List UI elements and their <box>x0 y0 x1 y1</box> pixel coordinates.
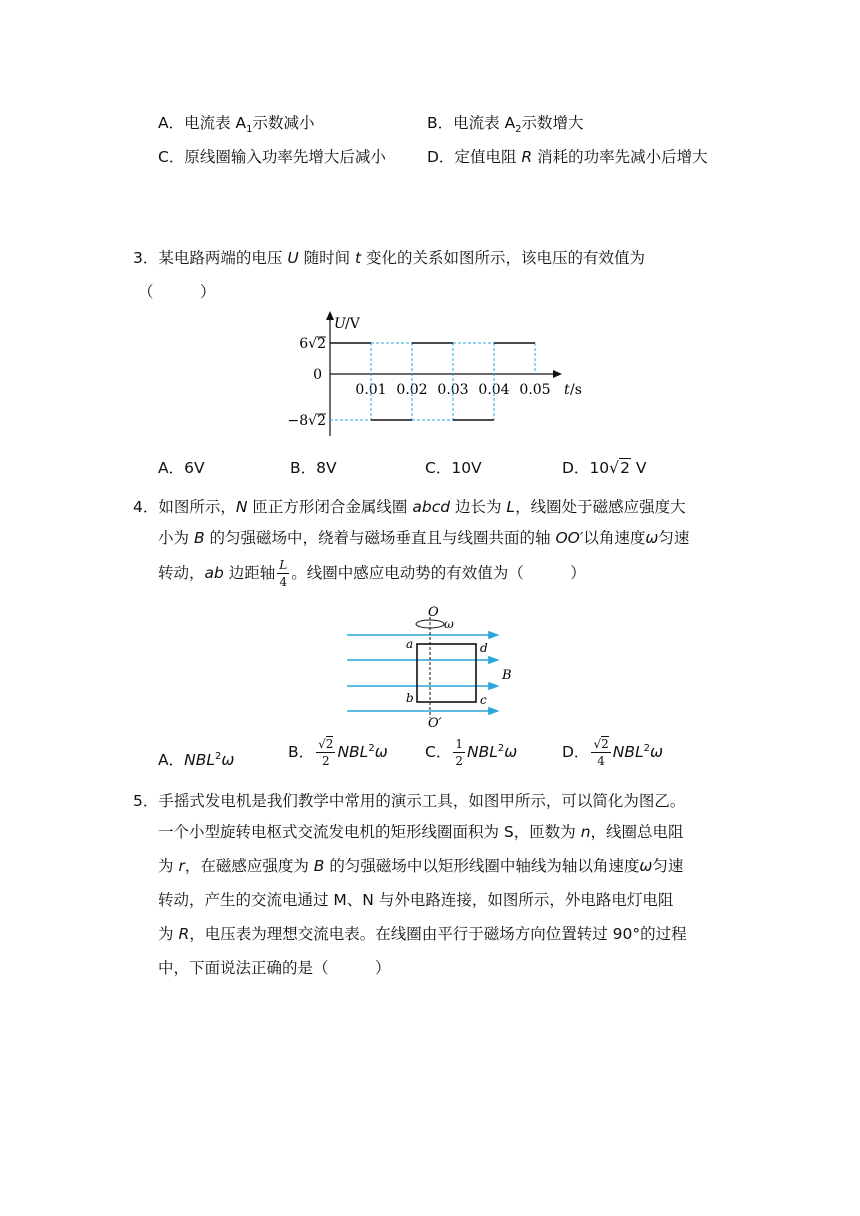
numerator: √2 <box>593 737 609 751</box>
variable: abcd <box>412 498 451 516</box>
option-text: 8V <box>316 459 337 477</box>
option-text: 消耗的功率先减小后增大 <box>532 148 708 166</box>
option-text: 示数增大 <box>521 114 584 132</box>
fraction <box>591 738 610 767</box>
expression: NBL <box>612 743 644 761</box>
expression: NBL <box>466 743 498 761</box>
q5-line-1 <box>133 789 685 811</box>
option-text: 原线圈输入功率先增大后减小 <box>184 148 386 166</box>
axis-label-o-prime: O′ <box>428 716 442 728</box>
y-axis-unit: /V <box>345 316 360 332</box>
question-number: 3． <box>133 249 159 267</box>
variable: U <box>287 249 299 267</box>
option-letter: D． <box>562 459 590 477</box>
radicand: 2 <box>620 459 630 477</box>
option-text: 示数减小 <box>252 114 315 132</box>
stem-text: 边距轴 <box>223 564 276 582</box>
stem-text: 转动， <box>158 564 205 582</box>
variable: ω <box>645 529 659 547</box>
q3-option-c[interactable] <box>425 456 482 478</box>
stem-text: 的匀强磁场中，绕着与磁场垂直且与线圈共面的轴 <box>204 529 556 547</box>
variable: ω <box>504 743 518 761</box>
option-letter: B． <box>427 114 454 132</box>
q4-line-1 <box>133 495 686 517</box>
x-tick-label: 0.01 <box>355 382 387 398</box>
superscript: 2 <box>643 742 650 754</box>
question-number: 5． <box>133 792 159 810</box>
omega-label: ω <box>444 617 454 631</box>
q3-option-b[interactable] <box>290 456 337 478</box>
radicand: 2 <box>325 737 334 751</box>
radicand: 2 <box>601 737 609 751</box>
unit: V <box>630 459 647 477</box>
variable: r <box>178 857 185 875</box>
stem-text: 某电路两端的电压 <box>158 249 288 267</box>
superscript: 2 <box>214 750 222 762</box>
variable: OO′ <box>555 529 584 547</box>
x-axis-arrow-icon <box>553 370 562 378</box>
q4-option-b[interactable] <box>288 738 388 767</box>
variable: L <box>506 498 516 516</box>
x-axis-variable: t <box>564 382 570 398</box>
option-letter: A． <box>158 459 185 477</box>
denominator: 4 <box>597 754 605 768</box>
variable: B <box>313 857 325 875</box>
square-coil <box>417 644 476 702</box>
stem-text: ，在磁感应强度为 <box>184 857 314 875</box>
denominator: 2 <box>455 754 463 768</box>
voltage-time-chart <box>270 308 600 443</box>
option-text: 定值电阻 <box>454 148 522 166</box>
numerator: L <box>279 558 288 572</box>
q3-option-d[interactable] <box>562 456 646 478</box>
q4-line-2 <box>158 527 689 549</box>
answer-bracket: （ ） <box>138 283 216 301</box>
option-text: 10V <box>451 459 482 477</box>
denominator: 4 <box>279 575 288 589</box>
y-tick-label-low: −8√2 <box>287 413 326 429</box>
x-axis-unit: /s <box>570 382 582 398</box>
stem-text: 匀速 <box>658 529 690 547</box>
fraction <box>316 738 335 767</box>
chart-layer <box>288 311 582 436</box>
numerator: 1 <box>455 737 463 751</box>
q4-option-d[interactable] <box>562 738 663 767</box>
option-letter: D． <box>427 148 455 166</box>
stem-text: 以角速度 <box>583 529 646 547</box>
fraction <box>277 559 289 588</box>
option-letter: A． <box>158 114 185 132</box>
q2-option-b[interactable] <box>427 111 584 136</box>
q4-option-c[interactable] <box>425 738 517 767</box>
vertex-label-d: d <box>480 641 488 655</box>
axis-label-o: O <box>428 605 439 620</box>
stem-text: 如图所示， <box>158 498 236 516</box>
stem-text: ，线圈处于磁感应强度大 <box>515 498 686 516</box>
x-tick-label: 0.03 <box>437 382 469 398</box>
origin-label: 0 <box>313 367 322 383</box>
q2-option-a[interactable] <box>158 111 315 136</box>
stem-text: 随时间 <box>298 249 356 267</box>
stem-text: 为 <box>158 925 179 943</box>
stem-text: 转动，产生的交流电通过 M、N 与外电路连接，如图所示，外电路电灯电阻 <box>158 891 674 909</box>
option-letter: C． <box>158 148 185 166</box>
q5-line-6 <box>158 957 391 979</box>
q5-line-5 <box>158 923 687 945</box>
stem-text: 的匀强磁场中以矩形线圈中轴线为轴以角速度 <box>324 857 640 875</box>
stem-text: ，线圈总电阻 <box>590 823 684 841</box>
variable: B <box>193 529 205 547</box>
variable: ab <box>204 564 224 582</box>
superscript: 2 <box>368 742 375 754</box>
option-letter: B． <box>290 459 317 477</box>
variable: N <box>235 498 248 516</box>
q2-option-d[interactable] <box>427 145 708 167</box>
option-text: 电流表 A <box>453 114 516 132</box>
y-tick-label-high: 6√2 <box>299 336 326 352</box>
sqrt: √2 <box>609 459 630 477</box>
stem-text: 小为 <box>158 529 194 547</box>
subscript: 1 <box>246 124 253 136</box>
question-number: 4． <box>133 498 159 516</box>
numerator: √2 <box>318 737 334 751</box>
x-tick-label: 0.02 <box>396 382 428 398</box>
vertex-label-a: a <box>406 637 414 651</box>
option-text: 10 <box>589 459 610 477</box>
denominator: 2 <box>321 754 330 768</box>
stem-text: 变化的关系如图所示，该电压的有效值为 <box>361 249 646 267</box>
x-tick-label: 0.05 <box>519 382 551 398</box>
option-letter: A． <box>158 751 185 769</box>
fraction <box>453 738 465 767</box>
variable: ω <box>639 857 653 875</box>
q4-line-3 <box>158 559 586 588</box>
superscript: 2 <box>497 742 505 754</box>
coil-in-field-figure <box>340 603 530 728</box>
q5-line-4 <box>158 889 673 911</box>
expression: NBL <box>184 751 215 769</box>
variable: ω <box>649 743 663 761</box>
option-text: 电流表 A <box>184 114 247 132</box>
variable: ω <box>374 743 388 761</box>
field-label-b: B <box>502 668 512 683</box>
option-text: 6V <box>184 459 205 477</box>
subscript: 2 <box>515 124 522 136</box>
x-tick-label: 0.04 <box>478 382 510 398</box>
q3-stem <box>133 246 645 268</box>
stem-text: 手摇式发电机是我们教学中常用的演示工具，如图甲所示，可以简化为图乙。 <box>158 792 686 810</box>
stem-text: 为 <box>158 857 179 875</box>
q3-option-a[interactable] <box>158 456 205 478</box>
variable: t <box>355 249 362 267</box>
stem-text: 一个小型旋转电枢式交流发电机的矩形线圈面积为 S，匝数为 <box>158 823 581 841</box>
stem-text: 匀速 <box>652 857 684 875</box>
stem-text: ，电压表为理想交流电表。在线圈由平行于磁场方向位置转过 90°的过程 <box>189 925 687 943</box>
vertex-label-c: c <box>480 693 487 707</box>
q4-option-a[interactable] <box>158 748 234 770</box>
y-axis-variable: U <box>334 316 346 332</box>
variable: R <box>521 148 533 166</box>
expression: NBL <box>337 743 369 761</box>
variable: ω <box>221 751 235 769</box>
q2-option-c[interactable] <box>158 145 386 167</box>
vertex-label-b: b <box>406 691 414 705</box>
stem-text: 。线圈中感应电动势的有效值为（ ） <box>291 564 586 582</box>
variable: n <box>580 823 591 841</box>
option-letter: D． <box>562 743 590 761</box>
variable: R <box>178 925 190 943</box>
option-letter: C． <box>425 459 452 477</box>
stem-text: 中，下面说法正确的是（ ） <box>158 959 391 977</box>
q5-line-3 <box>158 855 683 877</box>
stem-text: 匝正方形闭合金属线圈 <box>247 498 413 516</box>
q5-line-2 <box>158 821 684 843</box>
option-letter: C． <box>425 743 452 761</box>
option-letter: B． <box>288 743 315 761</box>
stem-text: 边长为 <box>450 498 507 516</box>
y-axis-arrow-icon <box>326 311 334 320</box>
